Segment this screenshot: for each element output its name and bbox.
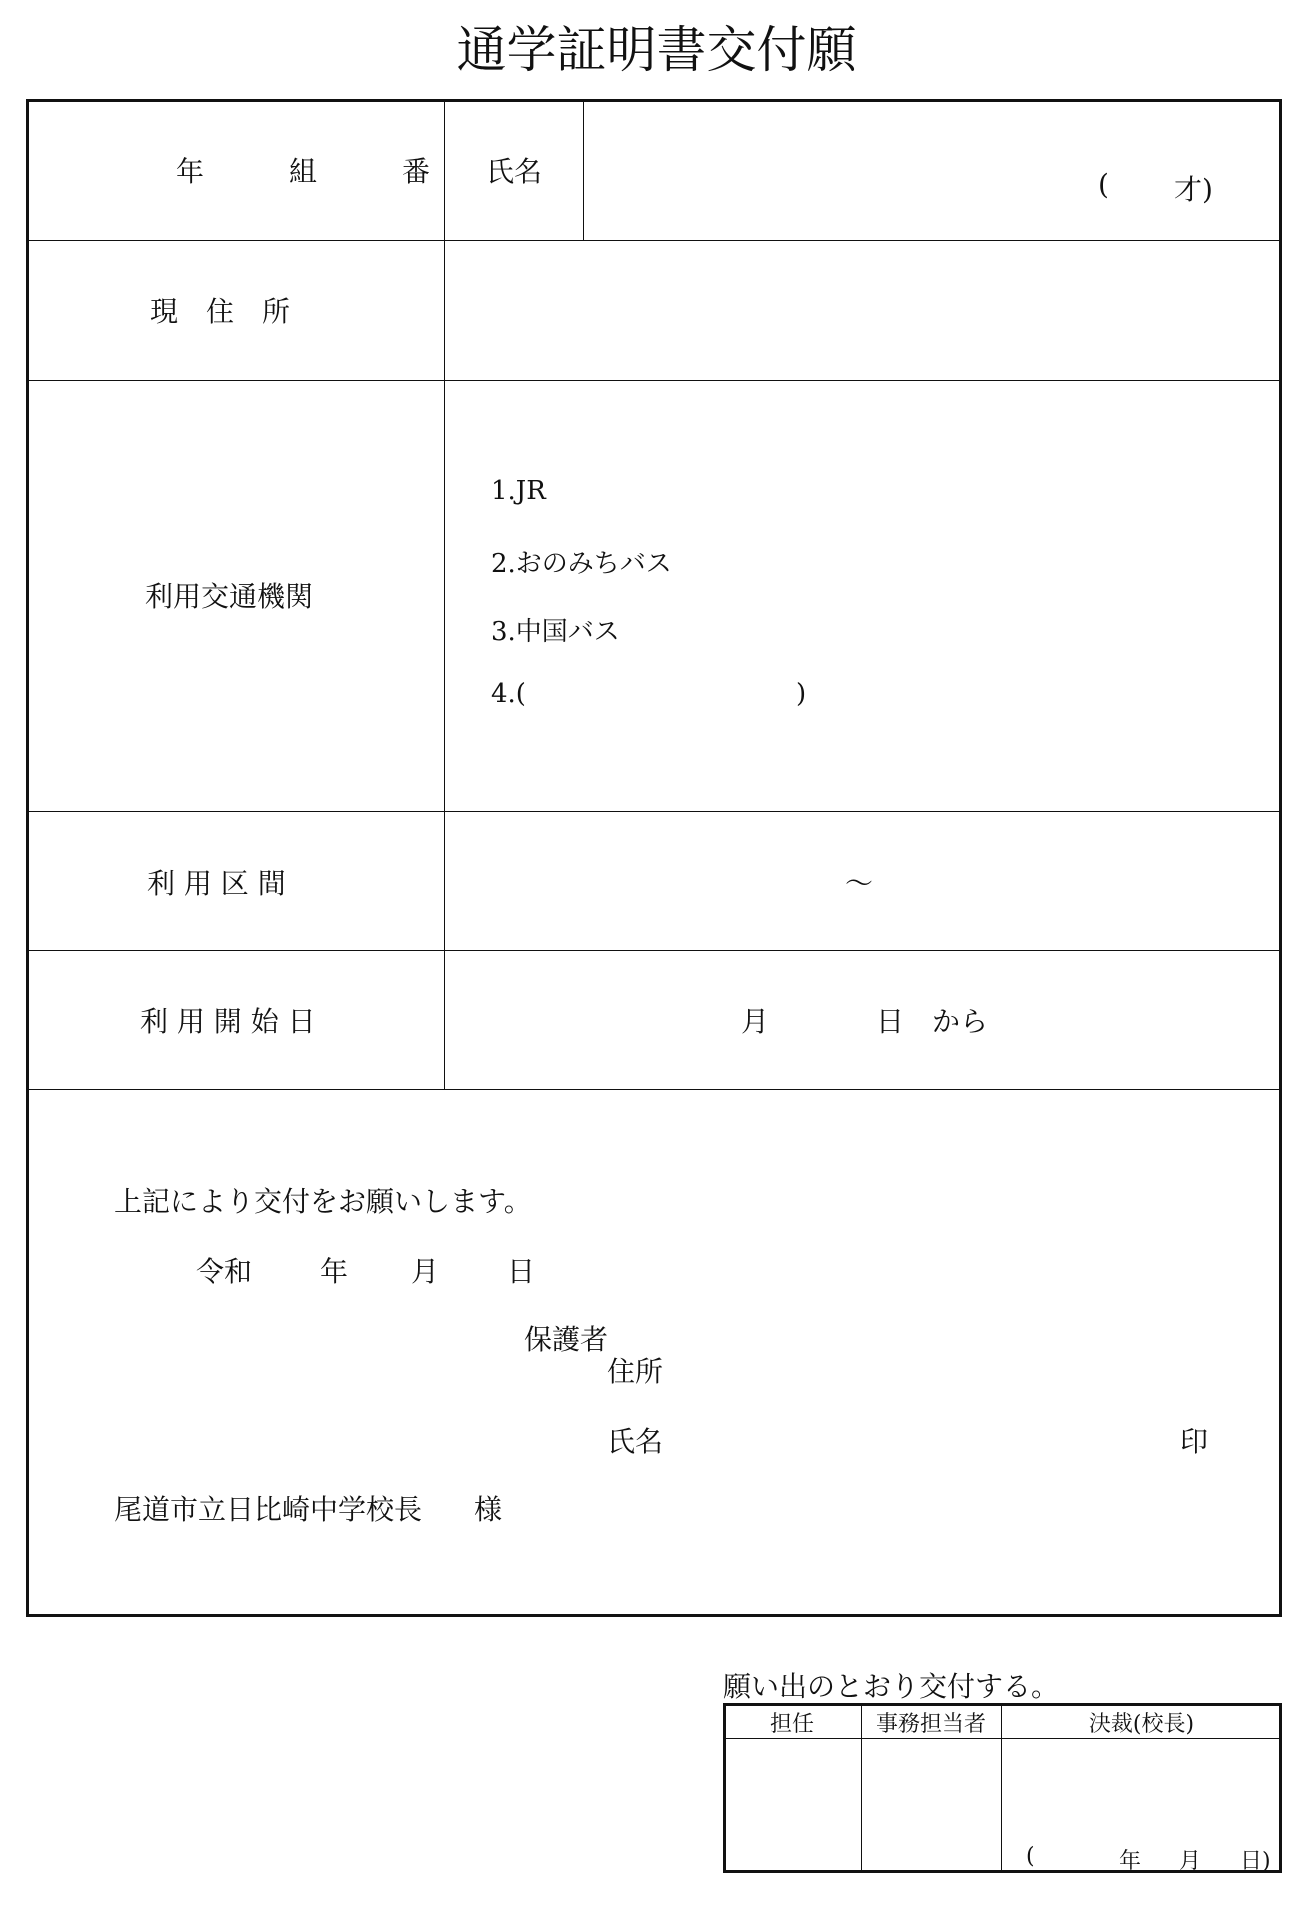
- document-title: 通学証明書交付願: [456, 21, 857, 79]
- approval-caption: 願い出のとおり交付する。: [723, 1670, 1060, 1703]
- row-divider: [26, 950, 1282, 951]
- section-tilde: ～: [845, 867, 874, 900]
- guardian-name-label: 氏名: [607, 1425, 664, 1458]
- addressee-label: 尾道市立日比崎中学校長: [114, 1493, 423, 1526]
- row-divider: [26, 1089, 1282, 1090]
- guardian-address-label: 住所: [607, 1355, 664, 1388]
- number-label: 番: [402, 155, 431, 188]
- guardian-label: 保護者: [524, 1323, 609, 1356]
- approval-header-homeroom: 担任: [769, 1712, 814, 1737]
- section-label: 利 用 区 間: [147, 867, 286, 900]
- name-label: 氏名: [486, 155, 543, 188]
- start-day-label: 日: [876, 1005, 905, 1038]
- request-text: 上記により交付をお願いします。: [114, 1185, 532, 1218]
- transport-option-onomichi-bus[interactable]: 2.おのみちバス: [491, 549, 672, 579]
- age-close: 才): [1174, 173, 1213, 206]
- row-divider: [26, 240, 1282, 241]
- approval-date-month: 月: [1179, 1849, 1202, 1874]
- request-month-label: 月: [411, 1255, 440, 1288]
- row-divider: [26, 811, 1282, 812]
- approval-date-day: 日): [1240, 1849, 1271, 1874]
- column-divider: [583, 99, 584, 241]
- transport-option-chugoku-bus[interactable]: 3.中国バス: [491, 617, 620, 647]
- row-divider: [26, 380, 1282, 381]
- transport-label: 利用交通機関: [145, 580, 314, 613]
- approval-header-divider: [723, 1738, 1282, 1739]
- approval-header-clerk: 事務担当者: [875, 1712, 986, 1737]
- address-field[interactable]: [447, 243, 1279, 378]
- reiwa-label: 令和: [196, 1255, 253, 1288]
- grade-label: 年: [176, 155, 205, 188]
- start-date-label: 利 用 開 始 日: [140, 1005, 316, 1038]
- addressee-sama: 様: [474, 1493, 503, 1526]
- request-year-label: 年: [320, 1255, 349, 1288]
- approval-date-year: 年: [1119, 1849, 1142, 1874]
- start-month-label: 月: [741, 1005, 770, 1038]
- transport-option-other[interactable]: 4.(: [491, 679, 526, 709]
- seal-label: 印: [1180, 1425, 1209, 1458]
- column-divider: [444, 99, 445, 1090]
- request-day-label: 日: [507, 1255, 536, 1288]
- start-from-label: から: [932, 1005, 989, 1038]
- transport-option-jr[interactable]: 1.JR: [491, 476, 546, 506]
- transport-other-close: ): [796, 679, 807, 709]
- approval-date-open: (: [1026, 1844, 1035, 1869]
- class-label: 組: [289, 155, 318, 188]
- approval-header-principal: 決裁(校長): [1088, 1712, 1195, 1737]
- address-label: 現 住 所: [150, 295, 291, 328]
- age-open: (: [1098, 168, 1109, 201]
